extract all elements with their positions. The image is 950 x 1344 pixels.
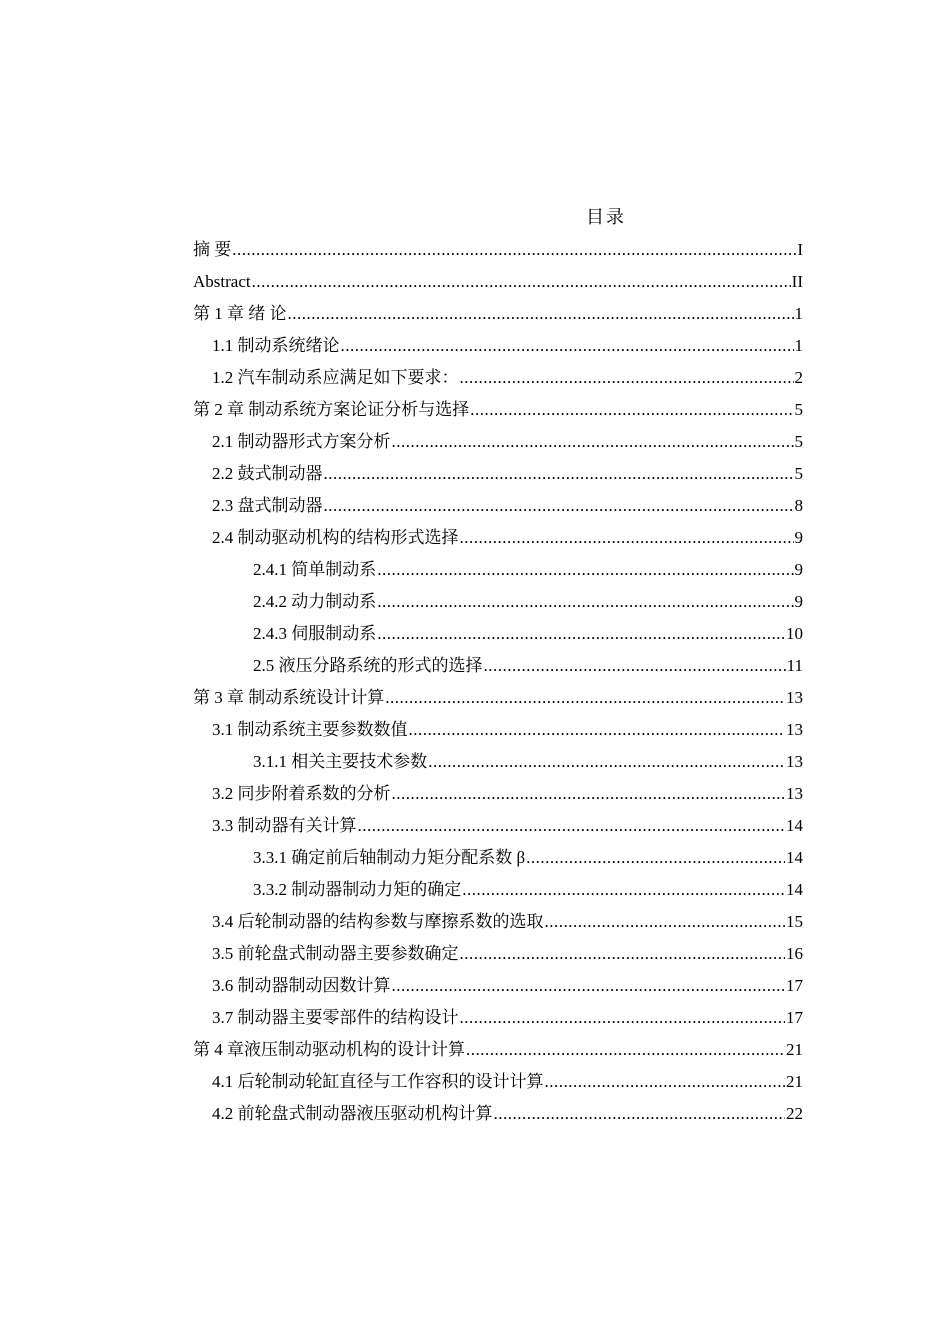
toc-dot-leader — [392, 970, 786, 1002]
toc-entry-page-number: 14 — [786, 848, 803, 867]
toc-entry-label: 3.1 制动系统主要参数数值 — [212, 720, 408, 739]
toc-entry-label: 第 1 章 绪 论 — [193, 304, 287, 323]
toc-dot-leader — [466, 1034, 785, 1066]
toc-entry[interactable] — [193, 490, 803, 522]
toc-dot-leader — [545, 1066, 786, 1098]
toc-entry-label: 摘 要 — [193, 240, 232, 259]
toc-entry-label: 2.4.3 伺服制动系 — [253, 624, 377, 643]
toc-entry-label: 4.2 前轮盘式制动器液压驱动机构计算 — [212, 1104, 493, 1123]
toc-entry[interactable] — [193, 810, 803, 842]
toc-entry-label: 3.7 制动器主要零部件的结构设计 — [212, 1008, 459, 1027]
toc-entry-label: 第 4 章液压制动驱动机构的设计计算 — [193, 1040, 465, 1059]
toc-entry-page-number: 2 — [794, 368, 803, 387]
toc-entry-label: 4.1 后轮制动轮缸直径与工作容积的设计计算 — [212, 1072, 544, 1091]
toc-dot-leader — [324, 458, 794, 490]
toc-entry-page-number: 16 — [786, 944, 803, 963]
toc-dot-leader — [324, 490, 794, 522]
toc-entry[interactable] — [193, 682, 803, 714]
toc-entry[interactable] — [193, 650, 803, 682]
toc-entry-page-number: 17 — [786, 976, 803, 995]
toc-dot-leader — [494, 1098, 786, 1130]
toc-entry[interactable] — [193, 842, 803, 874]
toc-dot-leader — [377, 618, 785, 650]
toc-dot-leader — [385, 682, 785, 714]
toc-entry[interactable] — [193, 298, 803, 330]
toc-entry[interactable] — [193, 330, 803, 362]
toc-entry[interactable] — [193, 1002, 803, 1034]
toc-dot-leader — [392, 426, 794, 458]
toc-entry[interactable] — [193, 906, 803, 938]
toc-dot-leader — [252, 266, 791, 298]
toc-entry[interactable] — [193, 618, 803, 650]
toc-entry-page-number: 8 — [794, 496, 803, 515]
toc-entry[interactable] — [193, 938, 803, 970]
toc-entry-label: 2.3 盘式制动器 — [212, 496, 323, 515]
toc-dot-leader — [470, 394, 793, 426]
toc-entry-label: 3.2 同步附着系数的分析 — [212, 784, 391, 803]
toc-entry-page-number: 14 — [786, 880, 803, 899]
toc-dot-leader — [460, 938, 786, 970]
toc-dot-leader — [341, 330, 794, 362]
toc-entry-page-number: 1 — [794, 304, 803, 323]
toc-entry[interactable] — [193, 394, 803, 426]
toc-dot-leader — [392, 778, 786, 810]
toc-entry[interactable] — [193, 586, 803, 618]
toc-entry[interactable] — [193, 522, 803, 554]
toc-dot-leader — [377, 586, 793, 618]
toc-entry[interactable] — [193, 778, 803, 810]
toc-entry-page-number: 13 — [786, 752, 803, 771]
toc-dot-leader — [460, 1002, 786, 1034]
toc-dot-leader — [377, 554, 793, 586]
toc-dot-leader — [484, 650, 786, 682]
toc-entry-label: 1.1 制动系统绪论 — [212, 336, 340, 355]
toc-dot-leader — [428, 746, 785, 778]
toc-dot-leader — [462, 874, 785, 906]
toc-entry-label: Abstract — [193, 272, 251, 291]
toc-entry-page-number: 9 — [794, 560, 803, 579]
toc-entry[interactable] — [193, 554, 803, 586]
toc-entry-page-number: 1 — [794, 336, 803, 355]
toc-entry-page-number: 15 — [786, 912, 803, 931]
toc-dot-leader — [358, 810, 786, 842]
toc-entry-label: 3.4 后轮制动器的结构参数与摩擦系数的选取 — [212, 912, 544, 931]
toc-entry-label: 2.1 制动器形式方案分析 — [212, 432, 391, 451]
table-of-contents — [193, 234, 803, 1130]
toc-entry-label: 第 2 章 制动系统方案论证分析与选择 — [193, 400, 470, 419]
toc-dot-leader — [232, 234, 796, 266]
toc-entry-page-number: 9 — [794, 592, 803, 611]
toc-entry-label: 3.6 制动器制动因数计算 — [212, 976, 391, 995]
toc-entry-label: 3.1.1 相关主要技术参数 — [253, 752, 428, 771]
toc-entry-label: 2.5 液压分路系统的形式的选择 — [253, 656, 483, 675]
toc-entry-label: 2.2 鼓式制动器 — [212, 464, 323, 483]
toc-dot-leader — [526, 842, 785, 874]
toc-entry-page-number: 10 — [786, 624, 803, 643]
toc-entry-page-number: 21 — [786, 1072, 803, 1091]
toc-entry-label: 3.3 制动器有关计算 — [212, 816, 357, 835]
toc-entry-page-number: 13 — [786, 720, 803, 739]
toc-entry-label: 第 3 章 制动系统设计计算 — [193, 688, 385, 707]
toc-dot-leader — [409, 714, 786, 746]
toc-entry-label: 3.5 前轮盘式制动器主要参数确定 — [212, 944, 459, 963]
toc-entry-page-number: II — [791, 272, 803, 291]
toc-entry-page-number: 5 — [794, 432, 803, 451]
toc-entry[interactable] — [193, 1034, 803, 1066]
toc-entry[interactable] — [193, 362, 803, 394]
toc-entry[interactable] — [193, 266, 803, 298]
toc-entry-page-number: 5 — [794, 400, 803, 419]
toc-entry-page-number: 21 — [786, 1040, 803, 1059]
toc-dot-leader — [460, 362, 794, 394]
toc-entry-page-number: 5 — [794, 464, 803, 483]
toc-title: 目录 — [586, 207, 626, 227]
toc-dot-leader — [545, 906, 786, 938]
toc-entry[interactable] — [193, 714, 803, 746]
toc-dot-leader — [460, 522, 794, 554]
toc-entry-label: 2.4 制动驱动机构的结构形式选择 — [212, 528, 459, 547]
toc-entry-page-number: 11 — [786, 656, 803, 675]
toc-entry[interactable] — [193, 970, 803, 1002]
toc-entry[interactable] — [193, 458, 803, 490]
toc-entry[interactable] — [193, 234, 803, 266]
toc-entry-label: 2.4.1 简单制动系 — [253, 560, 377, 579]
toc-entry-page-number: 22 — [786, 1104, 803, 1123]
toc-entry[interactable] — [193, 1098, 803, 1130]
toc-entry[interactable] — [193, 1066, 803, 1098]
toc-entry-page-number: 14 — [786, 816, 803, 835]
toc-entry-page-number: 13 — [786, 688, 803, 707]
toc-entry-label: 3.3.1 确定前后轴制动力矩分配系数 β — [253, 848, 526, 867]
toc-entry-label: 1.2 汽车制动系应满足如下要求： — [212, 368, 459, 387]
toc-entry-page-number: 17 — [786, 1008, 803, 1027]
toc-dot-leader — [288, 298, 794, 330]
toc-entry[interactable] — [193, 426, 803, 458]
toc-entry-label: 3.3.2 制动器制动力矩的确定 — [253, 880, 462, 899]
toc-entry-label: 2.4.2 动力制动系 — [253, 592, 377, 611]
toc-entry[interactable] — [193, 746, 803, 778]
toc-entry[interactable] — [193, 874, 803, 906]
toc-entry-page-number: I — [797, 240, 803, 259]
toc-entry-page-number: 9 — [794, 528, 803, 547]
toc-entry-page-number: 13 — [786, 784, 803, 803]
